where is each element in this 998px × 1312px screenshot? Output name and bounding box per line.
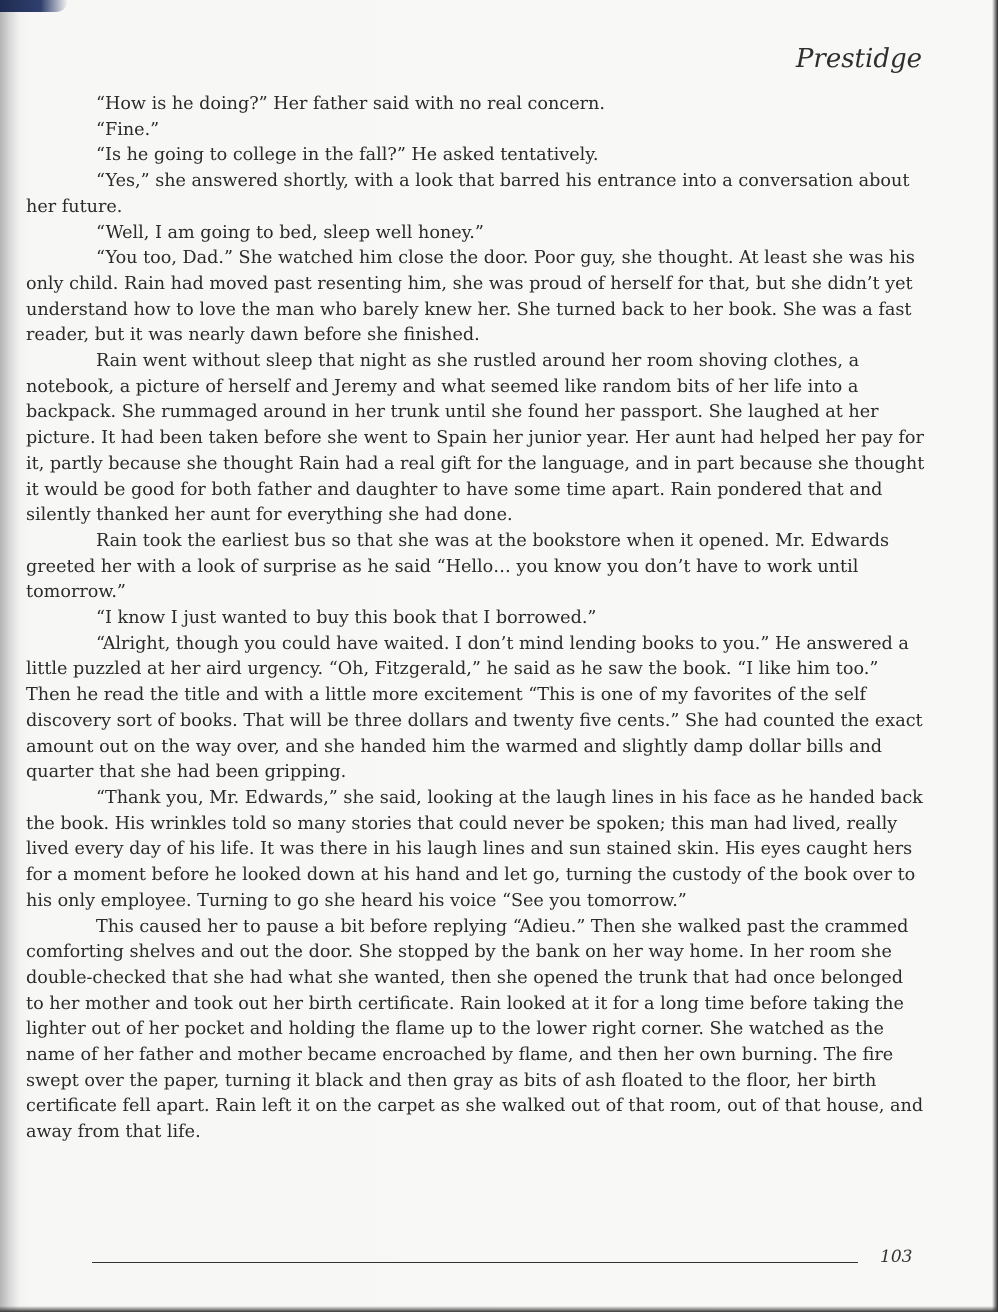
right-page-edge bbox=[992, 0, 998, 1312]
binding-shadow bbox=[0, 0, 20, 1312]
footer-rule bbox=[92, 1262, 858, 1263]
paragraph: Rain took the earliest bus so that she was at the bookstore when it opened. Mr. Edwards greeted her with a look of surprise as he said “Hello… you know you don’t have to work until tomorrow.” bbox=[26, 530, 890, 603]
paragraph: “You too, Dad.” She watched him close the door. Poor guy, she thought. At least she was his only child. Rain had moved past resenting him, she was proud of herself for that, but she didn’t yet understand how to love the man who barely knew her. She turned back to her book. She was a fast reader, but it was nearly dawn before she finished. bbox=[26, 248, 915, 346]
body-text bbox=[26, 92, 926, 1146]
paragraph: “Well, I am going to bed, sleep well honey.” bbox=[96, 222, 484, 243]
paragraph: “Yes,” she answered shortly, with a look that barred his entrance into a conversation about her future. bbox=[26, 171, 910, 217]
paragraph: “How is he doing?” Her father said with no real concern. bbox=[96, 94, 605, 114]
corner-mark bbox=[0, 0, 68, 12]
paragraph: This caused her to pause a bit before replying “Adieu.” Then she walked past the crammed comforting shelves and out the door. She stopped by the bank on her way home. In her room she double-checked that she had what she wanted, then she opened the trunk that had once belonged to her mother and took out her birth certificate. Rain looked at it for a long time before taking the lighter out of her pocket and holding the flame up to the lower right corner. She watched as the name of her father and mother became encroached by flame, and then her own burning. The fire swept over the paper, turning it black and then gray as bits of ash floated to the floor, her birth certificate fell apart. Rain left it on the carpet as she walked out of that room, out of that house, and away from that life. bbox=[26, 916, 924, 1143]
bottom-page-edge bbox=[0, 1306, 998, 1312]
page-number: 103 bbox=[880, 1247, 913, 1267]
paragraph: “Alright, though you could have waited. I don’t mind lending books to you.” He answered a little puzzled at her aird urgency. “Oh, Fitzgerald,” he said as he saw the book. “I like him too.” Then he read the title and with a little more excitement “This is one of my favorites of the self discovery sort of books. That will be three dollars and twenty five cents.” She had counted the exact amount out on the way over, and she handed him the warmed and slightly damp dollar bills and quarter that she had been gripping. bbox=[26, 633, 923, 783]
paragraph: “I know I just wanted to buy this book that I borrowed.” bbox=[96, 608, 597, 629]
paragraph: “Thank you, Mr. Edwards,” she said, looking at the laugh lines in his face as he handed back the book. His wrinkles told so many stories that could never be spoken; this man had lived, really lived every day of his life. It was there in his laugh lines and sun stained skin. His eyes caught hers for a moment before he looked down at his hand and let go, turning the custody of the book over to his only employee. Turning to go she heard his voice “See you tomorrow.” bbox=[26, 787, 923, 911]
paragraph: Rain went without sleep that night as she rustled around her room shoving clothes, a notebook, a picture of herself and Jeremy and what seemed like random bits of her life into a backpack. She rummaged around in her trunk until she found her passport. She laughed at her picture. It had been taken before she went to Spain her junior year. Her aunt had helped her pay for it, partly because she thought Rain had a real gift for the language, and in part because she thought it would be good for both father and daughter to have some time apart. Rain pondered that and silently thanked her aunt for everything she had done. bbox=[26, 351, 925, 526]
running-header: Prestidge bbox=[795, 44, 922, 74]
paragraph: “Is he going to college in the fall?” He asked tentatively. bbox=[96, 145, 599, 166]
paragraph: “Fine.” bbox=[96, 119, 160, 140]
